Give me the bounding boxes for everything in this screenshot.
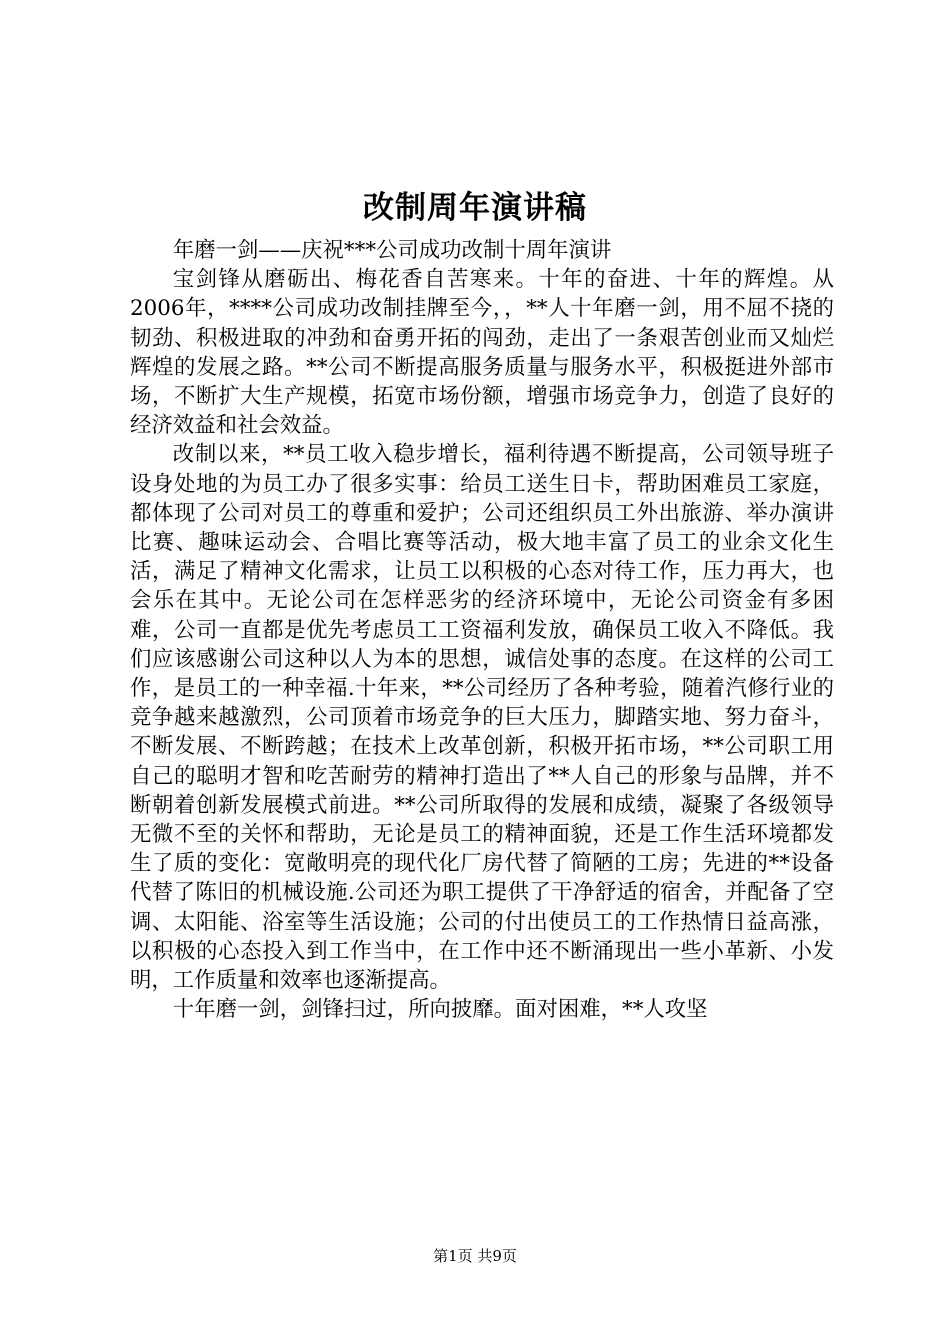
document-title: 改制周年演讲稿	[363, 190, 587, 226]
subtitle-paragraph: 年磨一剑——庆祝***公司成功改制十周年演讲	[172, 238, 612, 263]
document-body	[130, 236, 834, 1024]
body-paragraph: 改制以来，**员工收入稳步增长，福利待遇不断提高，公司领导班子设身处地的为员工办了很多实事：给员工送生日卡，帮助困难员工家庭，都体现了公司对员工的尊重和爱护；公司还组织员工外出旅游、举办演讲比赛、趣味运动会、合唱比赛等活动，极大地丰富了员工的业余文化生活，满足了精神文化需求，让员工以积极的心态对待工作，压力再大，也会乐在其中。无论公司在怎样恶劣的经济环境中，无论公司资金有多困难，公司一直都是优先考虑员工工资福利发放，确保员工收入不降低。我们应该感谢公司这种以人为本的思想，诚信处事的态度。在这样的公司工作，是员工的一种幸福.十年来，**公司经历了各种考验，随着汽修行业的竞争越来越激烈，公司顶着市场竞争的巨大压力，脚踏实地、努力奋斗，不断发展、不断跨越；在技术上改革创新，积极开拓市场，**公司职工用自己的聪明才智和吃苦耐劳的精神打造出了**人自己的形象与品牌，并不断朝着创新发展模式前进。**公司所取得的发展和成绩，凝聚了各级领导无微不至的关怀和帮助，无论是员工的精神面貌，还是工作生活环境都发生了质的变化：宽敞明亮的现代化厂房代替了简陋的工房；先进的**设备代替了陈旧的机械设施.公司还为职工提供了干净舒适的宿舍，并配备了空调、太阳能、浴室等生活设施；公司的付出使员工的工作热情日益高涨，以积极的心态投入到工作当中，在工作中还不断涌现出一些小革新、小发明，工作质量和效率也逐渐提高。	[130, 442, 834, 994]
body-paragraph: 十年磨一剑，剑锋扫过，所向披靡。面对困难，**人攻坚	[172, 997, 708, 1023]
body-paragraph: 宝剑锋从磨砺出、梅花香自苦寒来。十年的奋进、十年的辉煌。从2006年，****公司成功改制挂牌至今，，**人十年磨一剑，用不屈不挠的韧劲、积极进取的冲劲和奋勇开拓的闯劲，走出了一条艰苦创业而又灿烂辉煌的发展之路。**公司不断提高服务质量与服务水平，积极挺进外部市场，不断扩大生产规模，拓宽市场份额，增强市场竞争力，创造了良好的经济效益和社会效益。	[130, 267, 834, 439]
page-number-footer: 第1页 共9页	[433, 1247, 517, 1265]
